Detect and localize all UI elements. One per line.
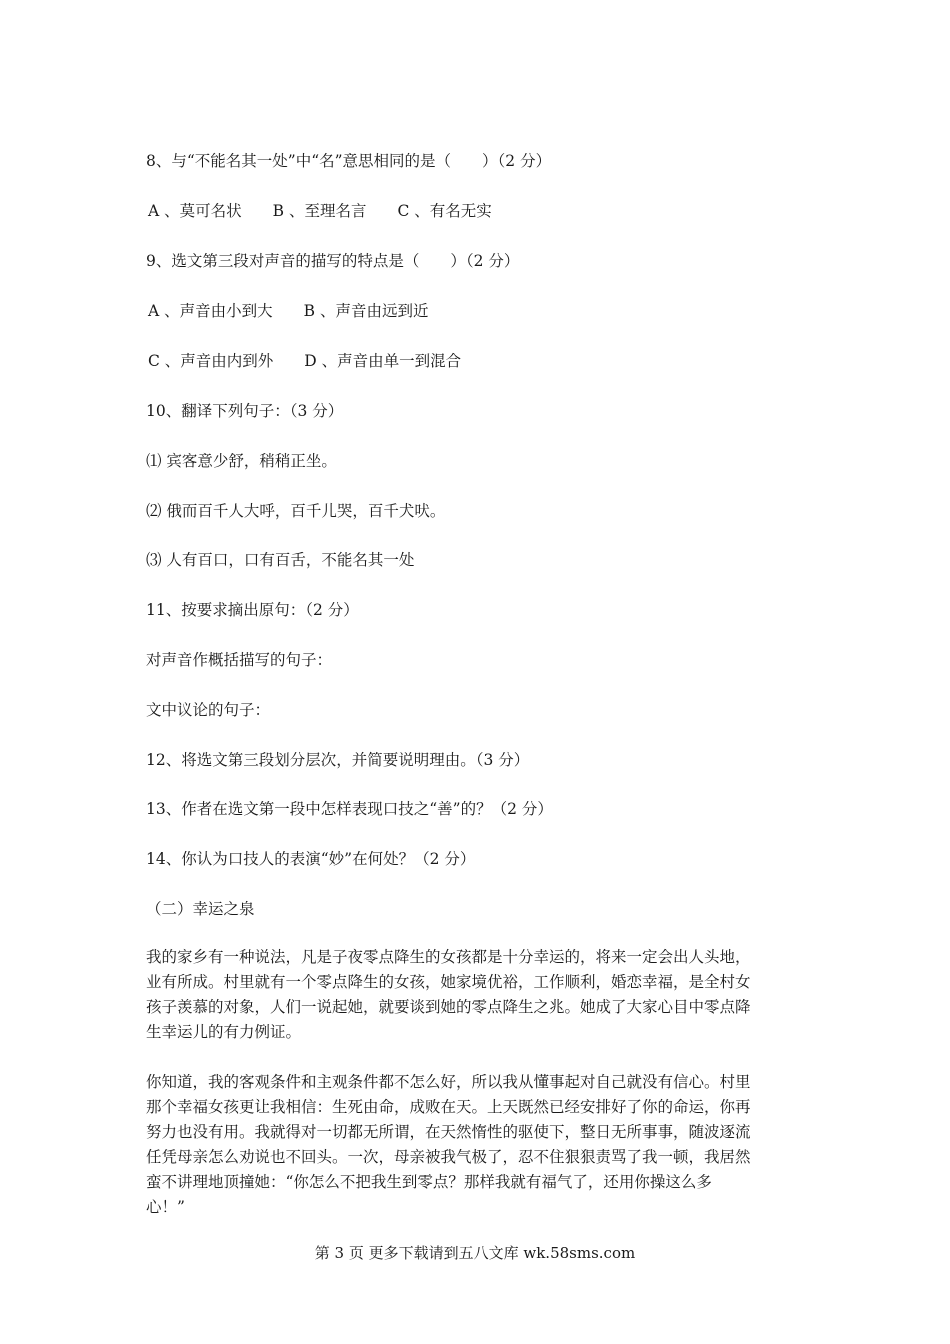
question-11-item-2: 文中议论的句子： [146, 701, 271, 719]
paragraph-2-line: 心！” [146, 1198, 185, 1216]
question-11: 11、按要求摘出原句：（2 分） [146, 601, 359, 619]
paragraph-2-line: 努力也没有用。我就得对一切都无所谓，在天然惰性的驱使下，整日无所事事，随波逐流 [146, 1123, 751, 1141]
paragraph-1-line: 生幸运儿的有力例证。 [146, 1023, 302, 1041]
page-footer: 第 3 页 更多下载请到五八文库 wk.58sms.com [314, 1244, 636, 1262]
question-9-options-cd: C 、声音由内到外 D 、声音由单一到混合 [148, 352, 462, 370]
question-13: 13、作者在选文第一段中怎样表现口技之“善”的？（2 分） [146, 800, 553, 818]
paragraph-1-line: 我的家乡有一种说法，凡是子夜零点降生的女孩都是十分幸运的，将来一定会出人头地， [146, 948, 751, 966]
paragraph-2-line: 你知道，我的客观条件和主观条件都不怎么好，所以我从懂事起对自己就没有信心。村里 [146, 1073, 751, 1091]
question-10-sentence-2: ⑵ 俄而百千人大呼，百千儿哭，百千犬吠。 [146, 502, 446, 520]
question-9: 9、选文第三段对声音的描写的特点是（ ）（2 分） [146, 252, 520, 270]
paragraph-2-line: 那个幸福女孩更让我相信：生死由命，成败在天。上天既然已经安排好了你的命运，你再 [146, 1098, 751, 1116]
question-10: 10、翻译下列句子：（3 分） [146, 402, 344, 420]
paragraph-2-line: 任凭母亲怎么劝说也不回头。一次，母亲被我气极了，忍不住狠狠责骂了我一顿，我居然 [146, 1148, 751, 1166]
question-10-sentence-1: ⑴ 宾客意少舒，稍稍正坐。 [146, 452, 337, 470]
question-12: 12、将选文第三段划分层次，并简要说明理由。（3 分） [146, 751, 530, 769]
question-8: 8、与“不能名其一处”中“名”意思相同的是（ ）（2 分） [146, 152, 552, 170]
question-10-sentence-3: ⑶ 人有百口，口有百舌，不能名其一处 [146, 551, 415, 569]
question-14: 14、你认为口技人的表演“妙”在何处？（2 分） [146, 850, 476, 868]
paragraph-1 [146, 945, 814, 1045]
question-11-item-1: 对声音作概括描写的句子： [146, 651, 333, 669]
paragraph-1-line: 业有所成。村里就有一个零点降生的女孩，她家境优裕，工作顺利，婚恋幸福，是全村女 [146, 973, 751, 991]
question-9-options-ab: A 、声音由小到大 B 、声音由远到近 [148, 302, 429, 320]
paragraph-1-line: 孩子羡慕的对象，人们一说起她，就要谈到她的零点降生之兆。她成了大家心目中零点降 [146, 998, 751, 1016]
paragraph-2-line: 蛮不讲理地顶撞她：“你怎么不把我生到零点？那样我就有福气了，还用你操这么多 [146, 1173, 712, 1191]
section-title: （二）幸运之泉 [146, 900, 255, 918]
paragraph-2 [146, 1070, 814, 1220]
question-8-options: A 、莫可名状 B 、至理名言 C 、有名无实 [148, 202, 492, 220]
